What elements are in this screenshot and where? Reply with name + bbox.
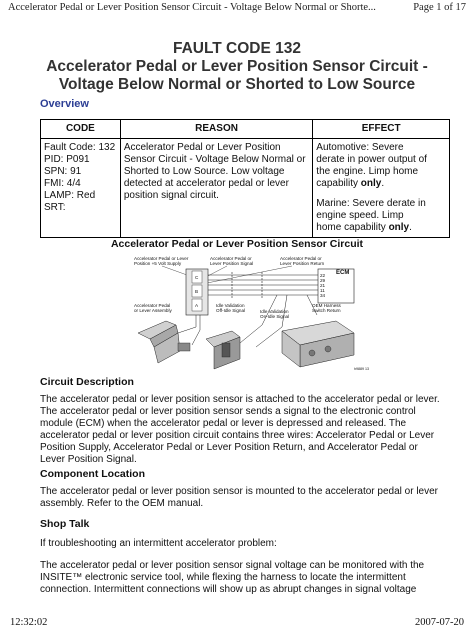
label-oem-2: Switch Return [312,308,341,313]
code-line: PID: P091 [44,154,90,165]
effect-line: engine speed. Limp [316,210,404,221]
effect-line: Marine: Severe derate in [316,198,426,209]
reason-cell [120,139,312,238]
label-onidle-2: On-Idle Signal [260,314,290,319]
wire-harness [208,272,318,299]
effect-spacer [316,190,446,198]
code-line: SPN: 91 [44,166,82,177]
diagram-reference: h9889 13 [354,367,369,371]
code-line: LAMP: Red [44,190,96,201]
label-return-1: Accelerator Pedal or [280,256,322,261]
text-line: The accelerator pedal or lever position sensor signal voltage can be monitored with the [40,560,425,571]
label-oem-1: OEM Harness [312,303,341,308]
effect-line [316,178,446,190]
reason-line: position signal circuit. [123,190,219,201]
reason-line: Sensor Circuit - Voltage Below Normal or [123,154,306,165]
reason-line: Shorted to Low Source. Low voltage [123,166,285,177]
text-line: INSITE™ electronic service tool, while flexing the harness to locate the intermittent [40,572,406,583]
pin-letter: B [195,289,199,294]
effect-line [316,222,446,234]
fault-code-table [40,119,450,238]
circuit-description-text [40,394,452,466]
label-offidle-2: Off-Idle Signal [216,308,246,313]
label-offidle-1: Idle Validation [216,303,245,308]
ecm-module-drawing [282,321,354,367]
overview-heading: Overview [40,98,89,110]
fault-title-line-3: Voltage Below Normal or Shorted to Low Source [58,76,416,93]
shop-talk-heading: Shop Talk [40,518,90,530]
ecm-label: ECM [336,270,350,276]
text-line: module (ECM) when the accelerator pedal or lever is depressed and released. The [40,418,407,429]
label-onidle-1: Idle Validation [260,309,289,314]
column-header-reason: REASON [120,120,312,139]
diagram-title: Accelerator Pedal or Lever Position Sensor Circuit [110,238,364,250]
component-location-text [40,486,452,510]
pointer-line [207,266,292,283]
pedal-drawing [138,321,190,363]
label-pedal-assembly-1: Accelerator Pedal [134,303,171,308]
label-signal-2: Lever Position Signal [210,261,254,266]
circuit-diagram [132,255,372,373]
column-header-effect: EFFECT [313,120,450,139]
pin-letter: C [195,275,199,280]
text-line: connection. Intermittent connections will show up as abrupt changes in signal voltage [40,584,417,595]
text-line: Position Supply, Accelerator Pedal or Lever Position Return, and Accelerator Pedal or [40,442,418,453]
label-supply-2: Position +5 Volt Supply [134,261,182,266]
effect-text: capability [316,178,361,189]
label-signal-1: Accelerator Pedal or [210,256,252,261]
effect-line: Automotive: Severe [316,142,404,153]
effect-period: . [409,222,412,233]
text-line: The accelerator pedal or lever position sensor is mounted to the accelerator pedal or lever [40,486,438,497]
pointer-line [162,266,187,275]
text-line: Lever Position Signal. [40,454,137,465]
shop-talk-intro: If troubleshooting an intermittent accelerator problem: [40,538,277,549]
text-line: The accelerator pedal or lever position sensor is attached to the accelerator pedal or lever. [40,394,440,405]
table-row [41,139,450,238]
document-header [0,2,474,13]
code-line: SRT: [44,202,66,213]
effect-cell [313,139,450,238]
table-header-row [41,120,450,139]
ecm-pin: 29 [320,278,326,283]
shop-talk-text [40,560,452,596]
fault-title-line-2: Accelerator Pedal or Lever Position Sensor Circuit - [46,58,428,75]
code-line: Fault Code: 132 [44,142,116,153]
text-line: assembly. Refer to the OEM manual. [40,498,204,509]
ecm-pin: 34 [320,293,326,298]
effect-emphasis: only [388,222,410,233]
text-line: The accelerator pedal or lever position sensor sends a signal to the electronic control [40,406,416,417]
effect-text: home capability [316,222,389,233]
label-pedal-assembly-2: or Lever Assembly [134,308,172,313]
effect-line: derate in power output of [316,154,427,165]
idle-switch-drawing [206,331,240,369]
effect-line: the engine. Limp home [316,166,419,177]
label-return-2: Lever Position Return [280,261,325,266]
circuit-description-heading: Circuit Description [40,376,134,388]
reason-line: Accelerator Pedal or Lever Position [123,142,281,153]
code-cell [41,139,121,238]
text-line: accelerator pedal or lever position circuit contains three wires: Accelerator Pedal or Lever [40,430,435,441]
code-line: FMI: 4/4 [44,178,81,189]
footer-date: 2007-07-20 [415,617,464,628]
reason-line: detected at accelerator pedal or lever [123,178,289,189]
ecm-pin: 11 [320,288,325,293]
component-location-heading: Component Location [40,468,145,480]
ecm-pin: 21 [320,283,326,288]
pin-letter: A [195,303,199,308]
header-title: Accelerator Pedal or Lever Position Sensor Circuit - Voltage Below Normal or Shorte... [8,2,376,13]
effect-period: . [381,178,385,189]
footer-time: 12:32:02 [10,617,48,628]
column-header-code: CODE [41,120,121,139]
effect-emphasis: only [360,178,382,189]
label-supply-1: Accelerator Pedal or Lever [134,256,189,261]
ecm-pin: 22 [320,273,326,278]
header-page-info: Page 1 of 17 [413,2,466,13]
fault-code-title: FAULT CODE 132 [172,40,302,57]
